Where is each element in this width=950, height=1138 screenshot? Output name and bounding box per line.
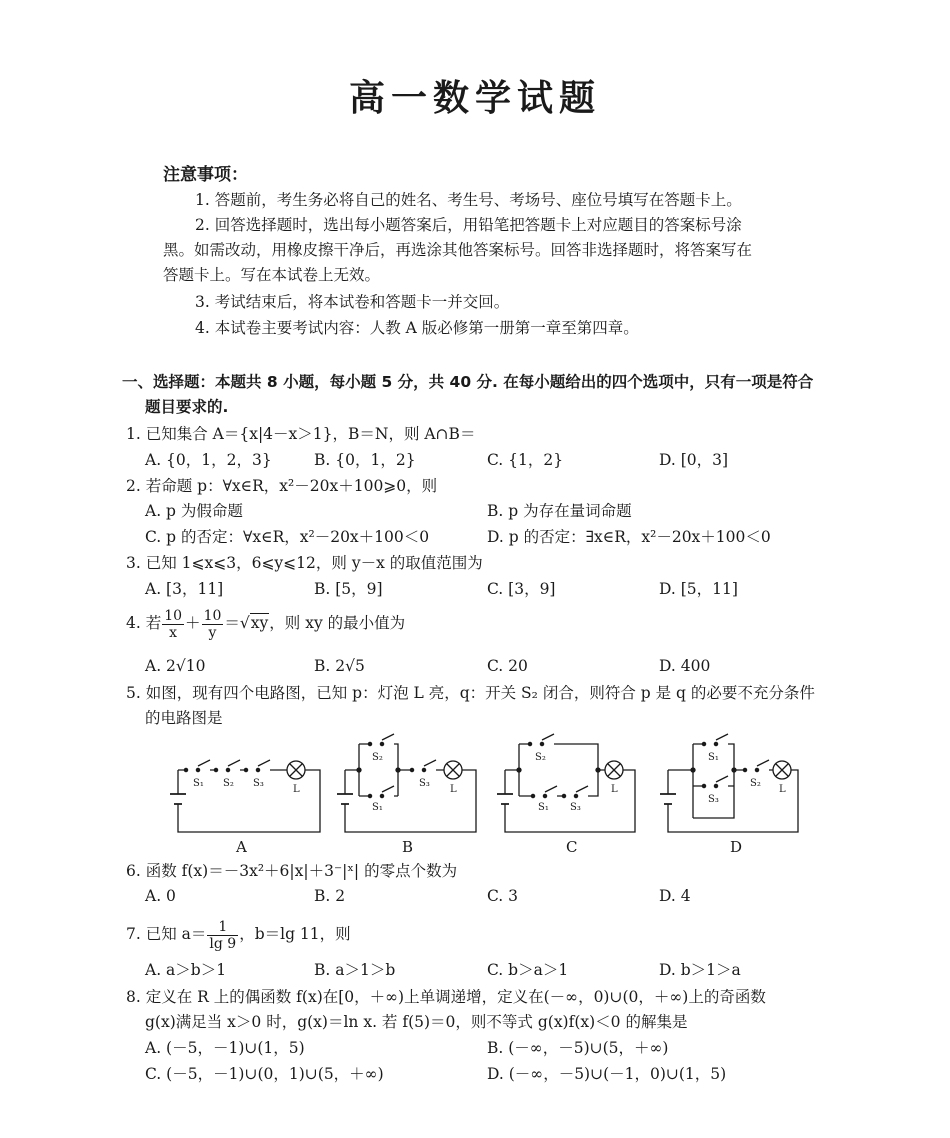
- q3-option-d: D. [5，11]: [659, 580, 738, 598]
- circuit-d-s3-label: S₃: [708, 794, 719, 805]
- q6-option-a: A. 0: [145, 887, 176, 905]
- q3-option-c: C. [3，9]: [487, 580, 556, 598]
- q5-stem-line1: 5. 如图，现有四个电路图，已知 p：灯泡 L 亮，q：开关 S₂ 闭合，则符合 p 是 q 的必要不充分条件: [126, 684, 815, 702]
- circuit-c-lamp-label: L: [611, 784, 618, 795]
- q7-option-d: D. b＞1＞a: [659, 961, 741, 979]
- q4-fraction-2-denominator: y: [208, 624, 217, 641]
- q2-stem: 2. 若命题 p：∀x∈R，x²－20x＋100⩾0，则: [126, 477, 438, 495]
- q8-option-c: C. (－5，－1)∪(0，1)∪(5，＋∞): [145, 1065, 384, 1083]
- circuit-a-s3-label: S₃: [253, 778, 264, 789]
- note-line-1: 1. 答题前，考生务必将自己的姓名、考生号、考场号、座位号填写在答题卡上。: [195, 191, 742, 209]
- q3-option-b: B. [5，9]: [314, 580, 383, 598]
- circuit-a-label: A: [236, 838, 247, 856]
- q7-option-a: A. a＞b＞1: [145, 961, 227, 979]
- circuit-diagrams: [150, 732, 820, 857]
- section-heading: 一、选择题：本题共 8 小题，每小题 5 分，共 40 分. 在每小题给出的四个选项中，只有一项是符合: [122, 373, 814, 391]
- q7-fraction-denominator: lg 9: [209, 935, 237, 952]
- note-line-4: 答题卡上。写在本试卷上无效。: [163, 266, 381, 284]
- circuit-b-label: B: [402, 838, 414, 856]
- circuit-b-s2-label: S₂: [372, 752, 383, 763]
- circuit-a-s2-label: S₂: [223, 778, 234, 789]
- circuit-b-s1-label: S₁: [372, 802, 383, 813]
- circuit-d-s2-label: S₂: [750, 778, 761, 789]
- q6-option-c: C. 3: [487, 887, 519, 905]
- q4-fraction-1-denominator: x: [169, 624, 178, 641]
- circuit-d-s1-label: S₁: [708, 752, 719, 763]
- q2-option-d: D. p 的否定：∃x∈R，x²－20x＋100＜0: [487, 528, 771, 546]
- q3-stem: 3. 已知 1⩽x⩽3，6⩽y⩽12，则 y－x 的取值范围为: [126, 554, 483, 572]
- q4-fraction-1-numerator: 10: [164, 607, 183, 624]
- circuit-a: [170, 760, 320, 832]
- q1-stem: 1. 已知集合 A＝{x|4－x＞1}，B＝N，则 A∩B＝: [126, 425, 476, 443]
- q4-equals-sqrt: ＝√: [224, 614, 250, 632]
- q4-stem-suffix: ，则 xy 的最小值为: [269, 614, 406, 632]
- q4-stem: [126, 606, 405, 641]
- q8-option-a: A. (－5，－1)∪(1，5): [145, 1039, 305, 1057]
- circuit-b: [337, 734, 476, 832]
- q4-stem-prefix: 4. 若: [126, 614, 162, 632]
- circuit-a-lamp-label: L: [293, 784, 300, 795]
- q4-radicand: xy: [250, 614, 269, 632]
- q4-option-c: C. 20: [487, 657, 528, 675]
- circuit-b-lamp-label: L: [450, 784, 457, 795]
- q7-option-c: C. b＞a＞1: [487, 961, 569, 979]
- circuit-b-s3-label: S₃: [419, 778, 430, 789]
- q8-stem-line1: 8. 定义在 R 上的偶函数 f(x)在[0，＋∞)上单调递增，定义在(－∞，0)∪(0，＋∞)上的奇函数: [126, 988, 766, 1006]
- q4-option-d: D. 400: [659, 657, 711, 675]
- circuit-c: [497, 734, 635, 832]
- q6-option-d: D. 4: [659, 887, 691, 905]
- q7-fraction-numerator: 1: [207, 919, 238, 936]
- q7-stem-suffix: ，b＝lg 11，则: [239, 925, 351, 943]
- q4-option-a: A. 2√10: [145, 657, 206, 675]
- page-title: 高一数学试题: [348, 78, 601, 119]
- note-line-6: 4. 本试卷主要考试内容：人教 A 版必修第一册第一章至第四章。: [195, 319, 639, 337]
- q4-fraction-2-numerator: 10: [203, 607, 222, 624]
- q1-option-a: A. {0，1，2，3}: [145, 451, 272, 469]
- q7-stem-prefix: 7. 已知 a＝: [126, 925, 207, 943]
- circuit-d: [660, 734, 798, 832]
- circuit-a-s1-label: S₁: [193, 778, 204, 789]
- q4-option-b: B. 2√5: [314, 657, 365, 675]
- q8-stem-line2: g(x)满足当 x＞0 时，g(x)＝ln x. 若 f(5)＝0，则不等式 g(x)f(x)＜0 的解集是: [145, 1013, 688, 1031]
- q2-option-c: C. p 的否定：∀x∈R，x²－20x＋100＜0: [145, 528, 430, 546]
- note-line-3: 黑。如需改动，用橡皮擦干净后，再选涂其他答案标号。回答非选择题时，将答案写在: [163, 241, 753, 259]
- note-line-2: 2. 回答选择题时，选出每小题答案后，用铅笔把答题卡上对应题目的答案标号涂: [195, 216, 742, 234]
- q3-option-a: A. [3，11]: [145, 580, 224, 598]
- q4-fraction-2: [202, 608, 224, 641]
- circuit-c-s2-label: S₂: [535, 752, 546, 763]
- q1-option-b: B. {0，1，2}: [314, 451, 416, 469]
- q8-option-b: B. (－∞，－5)∪(5，＋∞): [487, 1039, 669, 1057]
- notes-heading: 注意事项：: [163, 165, 248, 185]
- circuit-c-s1-label: S₁: [538, 802, 549, 813]
- q1-option-c: C. {1，2}: [487, 451, 564, 469]
- circuit-d-lamp-label: L: [779, 784, 786, 795]
- circuit-c-s3-label: S₃: [570, 802, 581, 813]
- circuit-c-label: C: [566, 838, 578, 856]
- section-heading-cont: 题目要求的.: [145, 398, 229, 416]
- q1-option-d: D. [0，3]: [659, 451, 729, 469]
- q2-option-a: A. p 为假命题: [145, 502, 243, 520]
- q2-option-b: B. p 为存在量词命题: [487, 502, 632, 520]
- q5-stem-line2: 的电路图是: [145, 709, 223, 727]
- q7-option-b: B. a＞1＞b: [314, 961, 396, 979]
- q8-option-d: D. (－∞，－5)∪(－1，0)∪(1，5): [487, 1065, 727, 1083]
- q7-fraction: [207, 919, 238, 952]
- q7-stem: [126, 916, 351, 952]
- q6-stem: 6. 函数 f(x)＝－3x²＋6|x|＋3⁻|ˣ| 的零点个数为: [126, 862, 458, 880]
- q6-option-b: B. 2: [314, 887, 346, 905]
- note-line-5: 3. 考试结束后，将本试卷和答题卡一并交回。: [195, 293, 510, 311]
- circuit-d-label: D: [730, 838, 743, 856]
- q4-fraction-1: [162, 608, 184, 641]
- q4-plus: ＋: [185, 614, 201, 632]
